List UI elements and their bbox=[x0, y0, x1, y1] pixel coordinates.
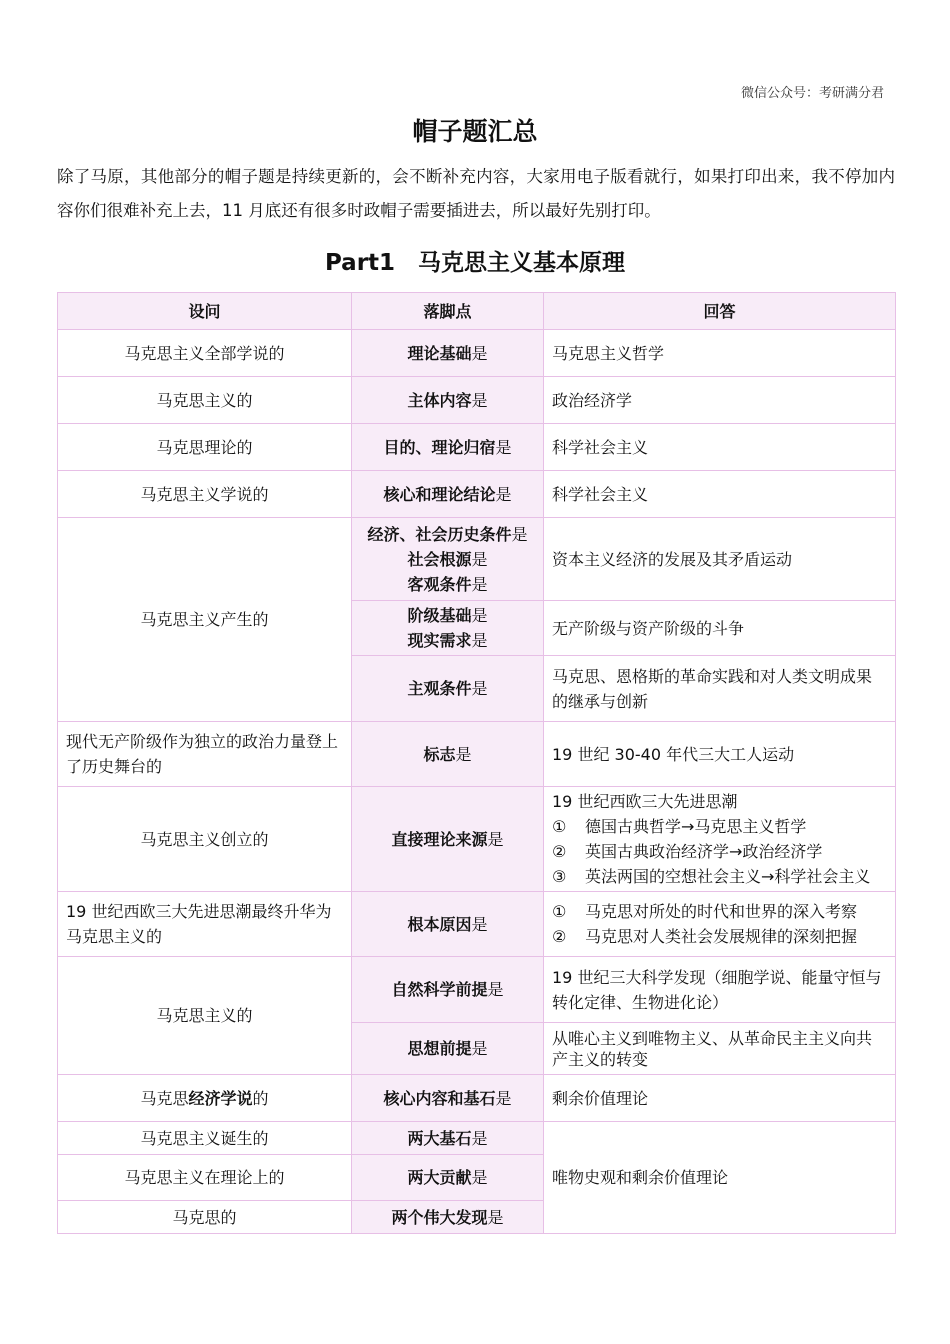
keypoint-cell bbox=[352, 377, 544, 424]
question-cell: 马克思主义的 bbox=[58, 377, 352, 424]
item-text: 英国古典政治经济学→政治经济学 bbox=[585, 842, 823, 861]
question-cell: 马克思主义在理论上的 bbox=[58, 1155, 352, 1201]
answer-cell: 19 世纪 30-40 年代三大工人运动 bbox=[544, 722, 896, 787]
question-cell: 马克思理论的 bbox=[58, 424, 352, 471]
question-emphasis: 经济学说 bbox=[188, 1088, 253, 1108]
keypoint-line bbox=[360, 603, 535, 628]
table-row bbox=[58, 424, 896, 471]
item-number: ② bbox=[552, 927, 567, 946]
hat-question-table bbox=[57, 292, 896, 1234]
keypoint-cell bbox=[352, 892, 544, 957]
keypoint-cell bbox=[352, 722, 544, 787]
keypoint-term: 核心内容和基石 bbox=[383, 1088, 496, 1108]
keypoint-suffix: 是 bbox=[471, 606, 488, 625]
keypoint-suffix: 是 bbox=[471, 574, 488, 594]
answer-cell: 无产阶级与资产阶级的斗争 bbox=[544, 601, 896, 656]
keypoint-cell bbox=[352, 656, 544, 722]
question-cell: 马克思主义创立的 bbox=[58, 787, 352, 892]
answer-line: 19 世纪西欧三大先进思潮 bbox=[552, 792, 738, 811]
part-title: Part1 马克思主义基本原理 bbox=[324, 250, 626, 276]
table-header-row bbox=[58, 293, 896, 330]
answer-cell: 马克思、恩格斯的革命实践和对人类文明成果的继承与创新 bbox=[544, 656, 896, 722]
keypoint-term: 两大基石 bbox=[407, 1128, 472, 1148]
answer-cell: 政治经济学 bbox=[544, 377, 896, 424]
keypoint-suffix: 是 bbox=[471, 914, 488, 934]
keypoint-cell bbox=[352, 518, 544, 601]
keypoint-line bbox=[360, 547, 535, 572]
table-row bbox=[58, 892, 896, 957]
table-row bbox=[58, 787, 896, 892]
answer-cell: 科学社会主义 bbox=[544, 471, 896, 518]
keypoint-cell bbox=[352, 1122, 544, 1155]
document-title: 帽子题汇总 bbox=[412, 117, 538, 146]
item-text: 德国古典哲学→马克思主义哲学 bbox=[585, 817, 807, 836]
list-item bbox=[552, 899, 887, 924]
table-row bbox=[58, 518, 896, 601]
keypoint-suffix: 是 bbox=[495, 1088, 512, 1108]
keypoint-suffix: 是 bbox=[471, 549, 488, 569]
keypoint-cell bbox=[352, 601, 544, 656]
keypoint-cell bbox=[352, 424, 544, 471]
table-row bbox=[58, 1122, 896, 1155]
keypoint-cell bbox=[352, 957, 544, 1023]
item-number: ① bbox=[552, 902, 567, 921]
question-cell: 马克思主义全部学说的 bbox=[58, 330, 352, 377]
question-prefix: 马克思 bbox=[140, 1088, 189, 1108]
keypoint-suffix: 是 bbox=[487, 980, 504, 999]
answer-cell: 从唯心主义到唯物主义、从革命民主主义向共产主义的转变 bbox=[544, 1023, 896, 1075]
question-cell bbox=[58, 1075, 352, 1122]
header-answer: 回答 bbox=[544, 293, 896, 330]
table-row bbox=[58, 722, 896, 787]
keypoint-term: 社会根源 bbox=[407, 549, 472, 569]
keypoint-suffix: 是 bbox=[471, 631, 488, 650]
keypoint-suffix: 是 bbox=[511, 524, 528, 544]
item-text: 马克思对所处的时代和世界的深入考察 bbox=[585, 902, 858, 921]
keypoint-term: 直接理论来源 bbox=[391, 829, 488, 849]
list-item bbox=[552, 814, 887, 839]
keypoint-term: 标志 bbox=[423, 744, 456, 764]
header-note: 微信公众号：考研满分君 bbox=[740, 86, 884, 101]
question-cell: 现代无产阶级作为独立的政治力量登上了历史舞台的 bbox=[58, 722, 352, 787]
item-text: 英法两国的空想社会主义→科学社会主义 bbox=[585, 867, 871, 886]
keypoint-cell bbox=[352, 330, 544, 377]
table-row bbox=[58, 471, 896, 518]
answer-cell bbox=[544, 892, 896, 957]
answer-cell: 唯物史观和剩余价值理论 bbox=[544, 1122, 896, 1234]
keypoint-suffix: 是 bbox=[471, 390, 488, 410]
question-cell: 马克思的 bbox=[58, 1201, 352, 1234]
intro-paragraph: 除了马原，其他部分的帽子题是持续更新的，会不断补充内容，大家用电子版看就行，如果打印出来，我不停加内容你们很难补充上去，11 月底还有很多时政帽子需要插进去，所以最好先别打印。 bbox=[57, 167, 895, 220]
keypoint-term: 现实需求 bbox=[407, 631, 472, 650]
answer-cell: 剩余价值理论 bbox=[544, 1075, 896, 1122]
answer-cell: 马克思主义哲学 bbox=[544, 330, 896, 377]
keypoint-term: 目的、理论归宿 bbox=[383, 437, 496, 457]
list-item bbox=[552, 924, 887, 949]
item-text: 马克思对人类社会发展规律的深刻把握 bbox=[585, 927, 858, 946]
question-cell: 马克思主义学说的 bbox=[58, 471, 352, 518]
question-cell: 马克思主义的 bbox=[58, 957, 352, 1075]
header-question: 设问 bbox=[58, 293, 352, 330]
keypoint-term: 核心和理论结论 bbox=[383, 484, 496, 504]
keypoint-term: 经济、社会历史条件 bbox=[367, 524, 512, 544]
keypoint-suffix: 是 bbox=[495, 484, 512, 504]
keypoint-suffix: 是 bbox=[471, 343, 488, 363]
keypoint-cell bbox=[352, 1075, 544, 1122]
keypoint-term: 客观条件 bbox=[407, 574, 472, 594]
keypoint-suffix: 是 bbox=[471, 1039, 488, 1058]
keypoint-line bbox=[360, 628, 535, 653]
keypoint-term: 主观条件 bbox=[407, 679, 472, 698]
keypoint-cell bbox=[352, 1155, 544, 1201]
keypoint-line bbox=[360, 572, 535, 597]
keypoint-cell bbox=[352, 787, 544, 892]
answer-cell: 资本主义经济的发展及其矛盾运动 bbox=[544, 518, 896, 601]
list-item bbox=[552, 839, 887, 864]
keypoint-term: 主体内容 bbox=[407, 390, 472, 410]
keypoint-cell bbox=[352, 471, 544, 518]
table-row bbox=[58, 330, 896, 377]
keypoint-suffix: 是 bbox=[471, 1128, 488, 1148]
answer-cell: 19 世纪三大科学发现（细胞学说、能量守恒与转化定律、生物进化论） bbox=[544, 957, 896, 1023]
keypoint-term: 理论基础 bbox=[407, 343, 472, 363]
keypoint-line bbox=[360, 522, 535, 547]
keypoint-suffix: 是 bbox=[455, 744, 472, 764]
keypoint-term: 根本原因 bbox=[407, 914, 472, 934]
table-row bbox=[58, 1075, 896, 1122]
keypoint-cell bbox=[352, 1023, 544, 1075]
keypoint-term: 思想前提 bbox=[407, 1039, 472, 1058]
keypoint-term: 阶级基础 bbox=[407, 606, 472, 625]
item-number: ② bbox=[552, 842, 567, 861]
keypoint-suffix: 是 bbox=[495, 437, 512, 457]
header-keypoint: 落脚点 bbox=[352, 293, 544, 330]
keypoint-suffix: 是 bbox=[487, 1207, 504, 1227]
keypoint-suffix: 是 bbox=[487, 829, 504, 849]
question-cell: 马克思主义诞生的 bbox=[58, 1122, 352, 1155]
table-row bbox=[58, 377, 896, 424]
answer-cell bbox=[544, 787, 896, 892]
question-cell: 19 世纪西欧三大先进思潮最终升华为马克思主义的 bbox=[58, 892, 352, 957]
table-row bbox=[58, 957, 896, 1023]
list-item bbox=[552, 864, 887, 889]
question-cell: 马克思主义产生的 bbox=[58, 518, 352, 722]
keypoint-suffix: 是 bbox=[471, 1168, 488, 1187]
keypoint-cell bbox=[352, 1201, 544, 1234]
item-number: ③ bbox=[552, 867, 567, 886]
keypoint-term: 两个伟大发现 bbox=[391, 1207, 488, 1227]
question-suffix: 的 bbox=[252, 1088, 269, 1108]
keypoint-term: 两大贡献 bbox=[407, 1168, 472, 1187]
item-number: ① bbox=[552, 817, 567, 836]
keypoint-suffix: 是 bbox=[471, 679, 488, 698]
answer-cell: 科学社会主义 bbox=[544, 424, 896, 471]
keypoint-term: 自然科学前提 bbox=[391, 980, 488, 999]
